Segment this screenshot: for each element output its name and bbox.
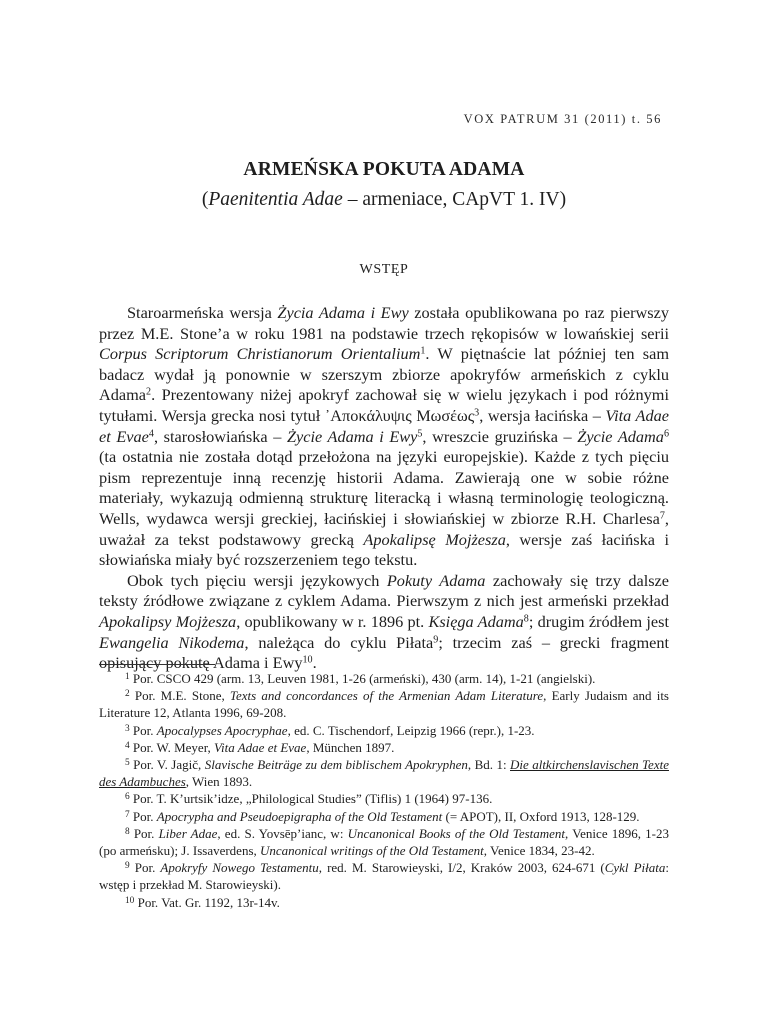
italic-title: Pokuty Adama [386, 570, 486, 590]
footnote-9 [99, 859, 669, 893]
footnote-7 [99, 808, 669, 825]
footnote-number: 4 [125, 740, 130, 751]
footnote-ref-6[interactable]: 6 [663, 428, 669, 440]
footnote-text: Por. Vat. Gr. 1192, 13r-14v. [134, 894, 280, 910]
footnote-number: 8 [125, 826, 130, 837]
article-title: ARMEŃSKA POKUTA ADAMA [243, 159, 525, 180]
footnote-text: Por. W. Meyer, [129, 739, 215, 755]
italic-title: Apokalipsę Mojżesza [363, 529, 506, 549]
footnote-number: 9 [125, 861, 130, 872]
footnote-ref-7[interactable]: 7 [659, 510, 665, 522]
footnote-3 [99, 722, 669, 739]
footnote-text: , red. M. Starowieyski, I/2, Kraków 2003, 624-671 ( [318, 860, 605, 876]
footnote-5 [99, 756, 669, 790]
footnote-text: , ed. S. Yovsēp’ianc, w: [217, 825, 348, 841]
footnote-number: 3 [125, 723, 130, 734]
footnote-text: Por. M.E. Stone, [129, 688, 230, 704]
footnote-number: 10 [125, 895, 135, 906]
subtitle-rest: – armeniace, CApVT 1. IV) [342, 189, 567, 210]
footnote-text: Por. CSCO 429 (arm. 13, Leuven 1981, 1-26 (armeński), 430 (arm. 14), 1-21 (angielski). [129, 671, 596, 686]
footnote-italic: Cykl Piłata [604, 860, 666, 876]
italic-title: Ewangelia Nikodema [99, 632, 245, 652]
footnote-text: , Bd. 1: [467, 757, 510, 773]
footnote-divider [99, 664, 215, 665]
footnote-ref-8[interactable]: 8 [523, 613, 529, 625]
footnote-text: Por. V. Jagič, [129, 757, 205, 773]
subtitle-latin-title: Paenitentia Adae [208, 189, 343, 210]
footnote-text: : wstęp i przekład M. Starowieyski). [99, 860, 669, 893]
text-run: ; trzecim zaś – grecki fragment opisujący pokutę Adama i Ewy [99, 632, 669, 673]
footnote-number: 1 [125, 671, 130, 682]
footnote-italic: Die altkirchenslavischen Texte des Adambuches [99, 757, 669, 790]
footnote-ref-9[interactable]: 9 [433, 633, 439, 645]
text-run: , wersja łacińska – [479, 405, 606, 425]
footnotes [99, 670, 669, 911]
footnote-8 [99, 825, 669, 859]
footnote-text: Por. [129, 808, 157, 824]
footnote-number: 2 [125, 689, 130, 699]
footnote-italic: Uncanonical writings of the Old Testament [260, 843, 484, 859]
footnote-italic: Apocrypha and Pseudoepigrapha of the Old Testament [156, 808, 443, 824]
footnote-text: Por. T. K’urtsik’idze, „Philological Studies” (Tiflis) 1 (1964) 97-136. [129, 791, 493, 807]
text-run: , opublikowany w r. 1896 pt. [236, 611, 429, 631]
text-run: . Prezentowany niżej apokryf zachował się w wielu językach i pod różnymi tytułami. Wersja grecka nosi tytuł [99, 385, 669, 425]
footnote-number: 5 [125, 757, 130, 768]
footnote-ref-2[interactable]: 2 [146, 386, 152, 398]
footnote-text: , ed. C. Tischendorf, Leipzig 1966 (repr.), 1-23. [287, 722, 535, 738]
footnote-text: , München 1897. [306, 739, 395, 755]
text-run: , starosłowiańska – [153, 426, 287, 446]
footnote-ref-5[interactable]: 5 [417, 428, 423, 440]
italic-title: Księga Adama [428, 611, 524, 631]
greek-title: ᾿Αποκάλυψις Μωσέως [324, 405, 475, 425]
italic-title: Vita Adae et Evae [99, 405, 670, 446]
subtitle-open-paren: ( [201, 189, 209, 210]
footnote-ref-4[interactable]: 4 [148, 428, 154, 440]
footnote-ref-3[interactable]: 3 [474, 407, 480, 419]
footnote-number: 7 [125, 809, 130, 820]
footnote-text: , Wien 1893. [185, 774, 253, 790]
text-run: . W piętnaście lat później ten sam badacz wydał ją ponownie w szerszym zbiorze apokryfów armeńskich z cyklu Adama [99, 344, 669, 405]
article-body [99, 303, 669, 674]
footnote-text: , Early Judaism and its Literature 12, Atlanta 1996, 69-208. [99, 688, 669, 721]
italic-title: Życie Adama [577, 426, 664, 446]
footnote-1 [99, 670, 669, 687]
footnote-italic: Apocalypses Apocryphae [156, 722, 288, 738]
footnote-10 [99, 894, 669, 911]
article-subtitle [0, 189, 768, 211]
text-run: została opublikowana po raz pierwszy przez M.E. Stone’a w roku 1981 na podstawie trzech rękopisów w lowańskiej serii [99, 303, 669, 343]
text-run: , uważał za tekst podstawowy grecką [99, 508, 669, 549]
footnote-italic: Apokryfy Nowego Testamentu [160, 860, 319, 876]
footnote-italic: Uncanonical Books of the Old Testament [347, 825, 566, 841]
text-run: , należąca do cyklu Piłata [244, 632, 434, 652]
footnote-italic: Liber Adae [158, 825, 218, 841]
text-run: , wreszcie gruzińska – [422, 426, 578, 446]
text-run: , wersje zaś łacińska i słowiańska miały być rozszerzeniem tego tekstu. [99, 529, 670, 570]
footnote-text: Por. [129, 722, 157, 738]
footnote-text: Por. [129, 860, 161, 876]
text-run: ; drugim źródłem jest [528, 611, 670, 631]
section-heading: WSTĘP [359, 262, 409, 277]
footnote-italic: Slavische Beiträge zu dem biblischem Apokryphen [204, 757, 468, 773]
footnote-2 [99, 687, 669, 721]
body-paragraph-2 [99, 571, 669, 674]
text-run: Staroarmeńska wersja [127, 303, 278, 322]
italic-title: Życia Adama i Ewy [277, 303, 409, 322]
text-run: Obok tych pięciu wersji językowych [127, 570, 387, 590]
footnote-italic: Texts and concordances of the Armenian Adam Literature [229, 688, 544, 704]
italic-title: Corpus Scriptorum Christianorum Orientalium [99, 344, 421, 364]
italic-title: Życie Adama i Ewy [286, 426, 418, 446]
footnote-text: , Venice 1834, 23-42. [483, 843, 595, 859]
footnote-ref-1[interactable]: 1 [420, 345, 426, 357]
italic-title: Apokalipsy Mojżesza [99, 611, 237, 631]
text-run: . [312, 653, 317, 673]
running-head: VOX PATRUM 31 (2011) t. 56 [463, 112, 662, 126]
footnote-6 [99, 790, 669, 807]
body-paragraph-1 [99, 303, 669, 571]
footnote-text: Por. [129, 825, 159, 841]
footnote-ref-10[interactable]: 10 [302, 654, 313, 666]
text-run: (ta ostatnia nie została dotąd przełożona na języki europejskie). Każde z tych pięciu pism reprezentuje inną recenzję historii Adama. Zawierają one w sobie różne materiały, wykazują odmienną strukturę literacką i własną terminologię teologiczną. Wells, wydawca wersji greckiej, łacińskiej i słowiańskiej w zbiorze R.H. Charlesa [99, 447, 669, 528]
text-run: zachowały się trzy dalsze teksty źródłowe związane z cyklem Adama. Pierwszym z nich jest armeński przekład [99, 570, 670, 611]
footnote-4 [99, 739, 669, 756]
footnote-italic: Vita Adae et Evae [214, 739, 307, 755]
footnote-number: 6 [125, 792, 130, 803]
footnote-text: (= APOT), II, Oxford 1913, 128-129. [442, 808, 640, 824]
footnote-text: , Venice 1896, 1-23 (po armeńsku); J. Issaverdens, [99, 825, 669, 859]
